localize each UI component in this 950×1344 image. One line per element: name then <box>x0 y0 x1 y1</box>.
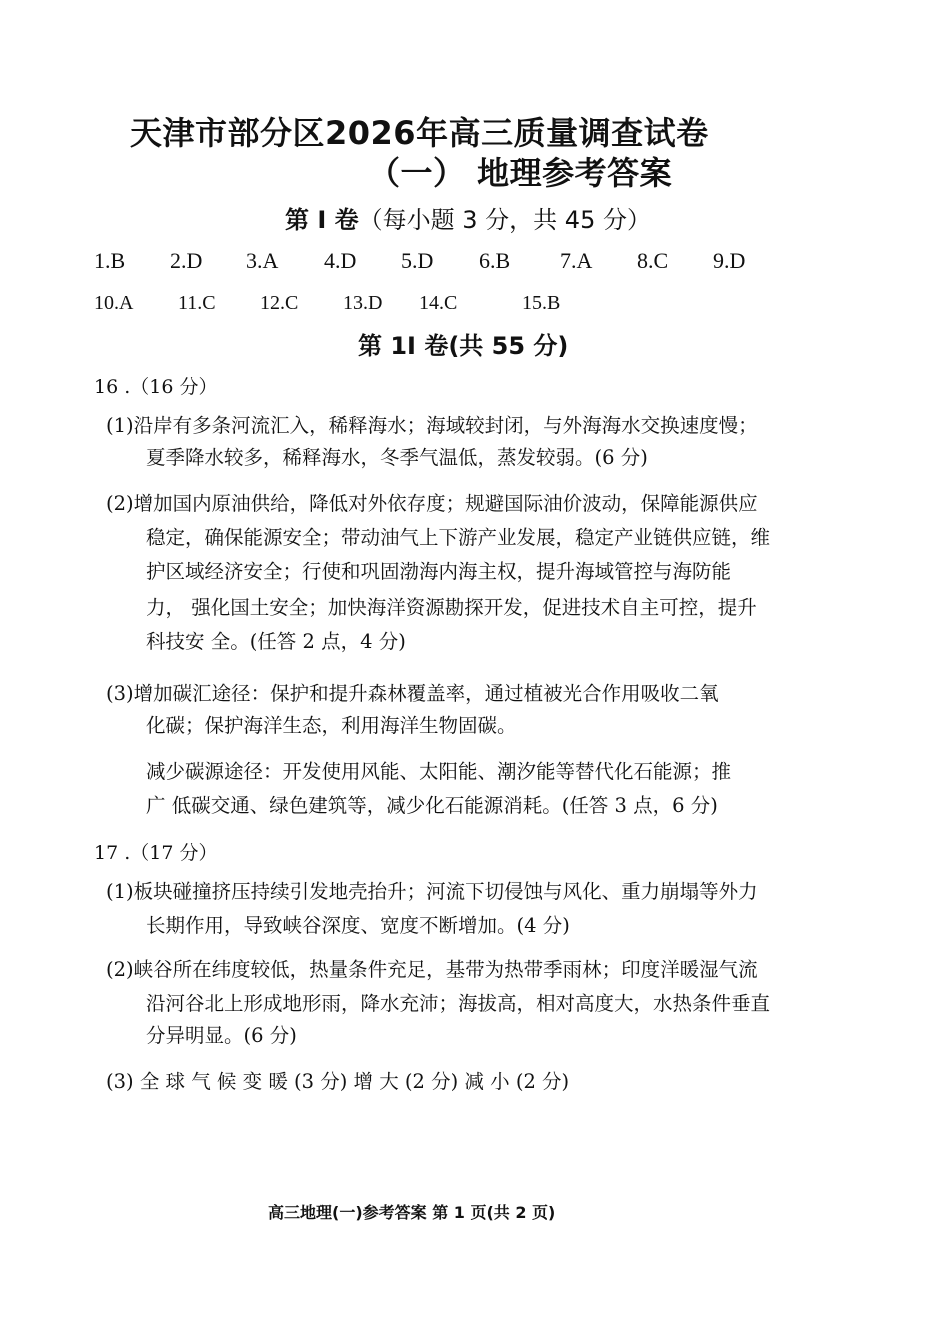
q17-p1-line1: (1)板块碰撞挤压持续引发地壳抬升；河流下切侵蚀与风化、重力崩塌等外力 <box>106 880 758 903</box>
q16-p2-line4: 力， 强化国土安全；加快海洋资源勘探开发，促进技术自主可控，提升 <box>146 596 757 619</box>
q17-p1-line2: 长期作用，导致峡谷深度、宽度不断增加。(4 分) <box>146 914 570 937</box>
q16-p3-line2: 化碳；保护海洋生态，利用海洋生物固碳。 <box>146 714 517 737</box>
q16-p3-line1: (3)增加碳汇途径：保护和提升森林覆盖率，通过植被光合作用吸收二氧 <box>106 682 719 705</box>
part2-heading: 第 1I 卷(共 55 分) <box>358 332 569 360</box>
answer-13: 13.D <box>343 292 383 314</box>
q17-p2-line2: 沿河谷北上形成地形雨，降水充沛；海拔高，相对高度大，水热条件垂直 <box>146 992 771 1015</box>
answer-8: 8.C <box>637 248 669 273</box>
q17-heading: 17 .（17 分） <box>94 842 218 864</box>
answer-4: 4.D <box>324 248 357 273</box>
answer-2: 2.D <box>170 248 203 273</box>
doc-title-line1: 天津市部分区2026年高三质量调查试卷 <box>130 114 709 152</box>
page-footer: 高三地理(一)参考答案 第 1 页(共 2 页) <box>268 1203 556 1222</box>
answer-1: 1.B <box>94 248 126 273</box>
part1-heading: 第 I 卷 <box>285 206 359 234</box>
q16-p2-line1: (2)增加国内原油供给，降低对外依存度；规避国际油价波动，保障能源供应 <box>106 492 758 515</box>
q16-p4-line2: 广 低碳交通、绿色建筑等，减少化石能源消耗。(任答 3 点，6 分) <box>146 794 718 817</box>
q17-p2-line1: (2)峡谷所在纬度较低，热量条件充足，基带为热带季雨林；印度洋暖湿气流 <box>106 958 758 981</box>
q16-p4-line1: 减少碳源途径：开发使用风能、太阳能、潮汐能等替代化石能源；推 <box>146 760 732 783</box>
answer-10: 10.A <box>94 292 134 314</box>
doc-title-line2: （一） 地理参考答案 <box>368 154 673 192</box>
part1-note: （每小题 3 分，共 45 分） <box>358 206 651 234</box>
answer-12: 12.C <box>260 292 299 314</box>
answer-6: 6.B <box>479 248 511 273</box>
q16-heading: 16 .（16 分） <box>94 376 218 398</box>
answer-3: 3.A <box>246 248 279 273</box>
answer-11: 11.C <box>178 292 216 314</box>
answer-9: 9.D <box>713 248 746 273</box>
part1-heading-row <box>285 200 651 235</box>
q16-p2-line2: 稳定，确保能源安全；带动油气上下游产业发展，稳定产业链供应链，维 <box>146 526 771 549</box>
q16-p2-line3: 护区域经济安全；行使和巩固渤海内海主权，提升海域管控与海防能 <box>146 560 732 583</box>
answer-7: 7.A <box>560 248 593 273</box>
answer-5: 5.D <box>401 248 434 273</box>
answer-14: 14.C <box>419 292 458 314</box>
q17-p3-line1: (3) 全 球 气 候 变 暖 (3 分) 增 大 (2 分) 减 小 (2 分) <box>106 1070 570 1093</box>
answer-15: 15.B <box>522 292 561 314</box>
q16-p2-line5: 科技安 全。(任答 2 点，4 分) <box>146 630 406 653</box>
q16-p1-line1: (1)沿岸有多条河流汇入，稀释海水；海域较封闭，与外海海水交换速度慢； <box>106 414 758 437</box>
q17-p2-line3: 分异明显。(6 分) <box>146 1024 297 1047</box>
q16-p1-line2: 夏季降水较多，稀释海水，冬季气温低，蒸发较弱。(6 分) <box>146 446 648 469</box>
